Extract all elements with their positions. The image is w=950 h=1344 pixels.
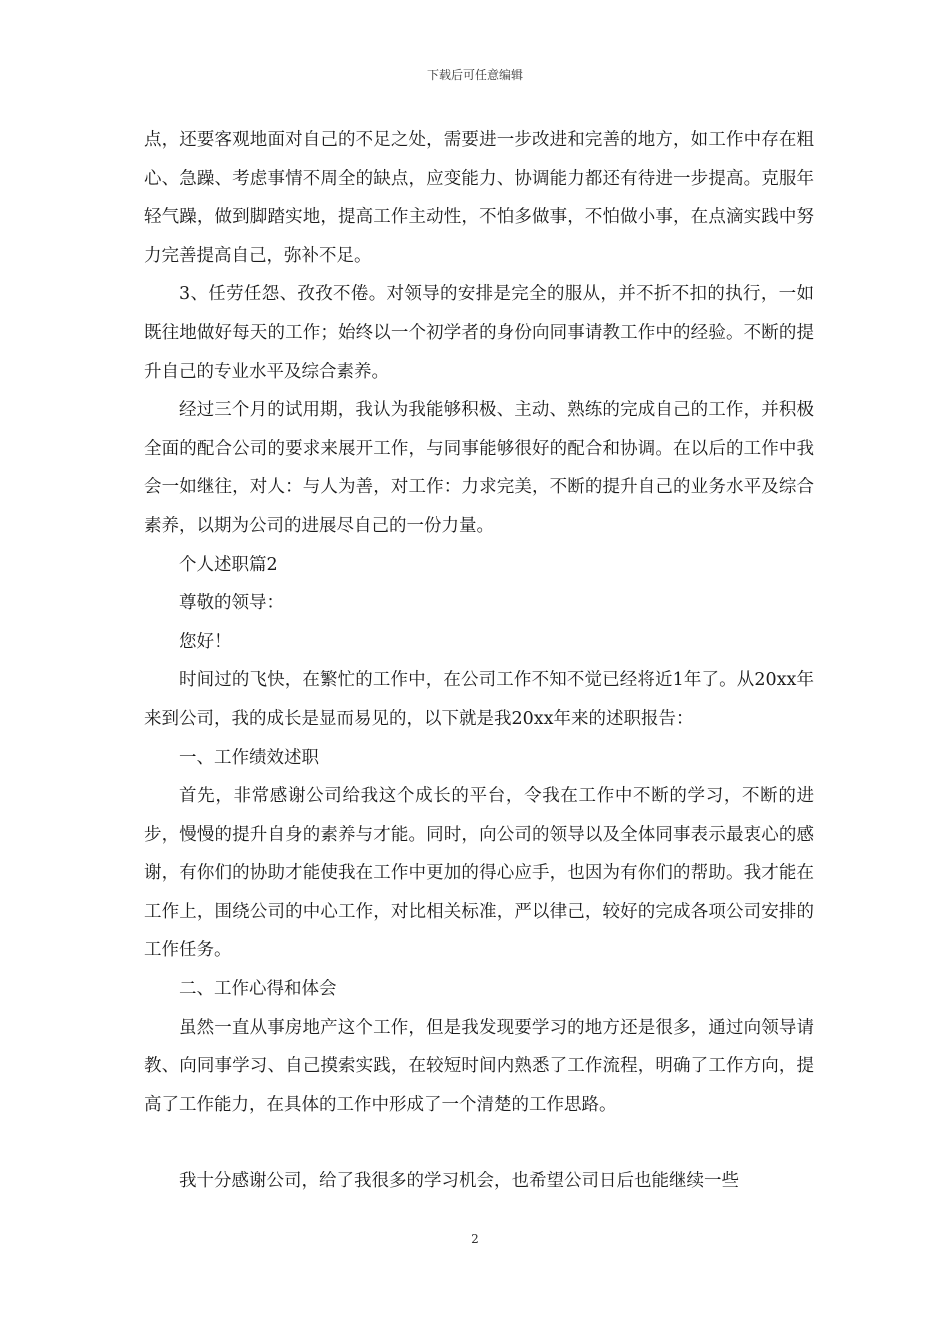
paragraph-thanks: 首先，非常感谢公司给我这个成长的平台，令我在工作中不断的学习，不断的进步，慢慢的提升自身的素养与才能。同时，向公司的领导以及全体同事表示最衷心的感谢，有你们的协助才能使我在工作中更加的得心应手，也因为有你们的帮助。我才能在工作上，围绕公司的中心工作，对比相关标准，严以律己，较好的完成各项公司安排的工作任务。 <box>144 786 814 961</box>
document-body <box>144 121 814 1201</box>
paragraph-gratitude: 我十分感谢公司，给了我很多的学习机会，也希望公司日后也能继续一些 <box>179 1171 739 1192</box>
paragraph-continued-self-assessment: 点，还要客观地面对自己的不足之处，需要进一步改进和完善的地方，如工作中存在粗心、急躁、考虑事情不周全的缺点，应变能力、协调能力都还有待进一步提高。克服年轻气躁，做到脚踏实地，提高工作主动性，不怕多做事，不怕做小事，在点滴实践中努力完善提高自己，弥补不足。 <box>144 130 814 266</box>
page-header: 下载后可任意编辑 <box>426 68 523 82</box>
heading-experience: 二、工作心得和体会 <box>179 979 337 1000</box>
page-number: 2 <box>471 1232 479 1246</box>
heading-performance: 一、工作绩效述职 <box>179 747 319 768</box>
paragraph-intro: 时间过的飞快，在繁忙的工作中，在公司工作不知不觉已经将近1年了。从20xx年来到公司，我的成长是显而易见的，以下就是我20xx年来的述职报告： <box>144 670 814 729</box>
paragraph-point-3: 3、任劳任怨、孜孜不倦。对领导的安排是完全的服从，并不折不扣的执行，一如既往地做好每天的工作；始终以一个初学者的身份向同事请教工作中的经验。不断的提升自己的专业水平及综合素养。 <box>144 284 814 382</box>
salutation: 尊敬的领导： <box>179 593 284 614</box>
section-title-report-2: 个人述职篇2 <box>179 554 278 575</box>
paragraph-learning: 虽然一直从事房地产这个工作，但是我发现要学习的地方还是很多，通过向领导请教、向同事学习、自己摸索实践，在较短时间内熟悉了工作流程，明确了工作方向，提高了工作能力，在具体的工作中形成了一个清楚的工作思路。 <box>144 1017 814 1115</box>
paragraph-probation-summary: 经过三个月的试用期，我认为我能够积极、主动、熟练的完成自己的工作，并积极全面的配合公司的要求来展开工作，与同事能够很好的配合和协调。在以后的工作中我会一如继往，对人：与人为善，对工作：力求完美，不断的提升自己的业务水平及综合素养，以期为公司的进展尽自己的一份力量。 <box>144 400 814 536</box>
greeting: 您好！ <box>179 631 232 652</box>
